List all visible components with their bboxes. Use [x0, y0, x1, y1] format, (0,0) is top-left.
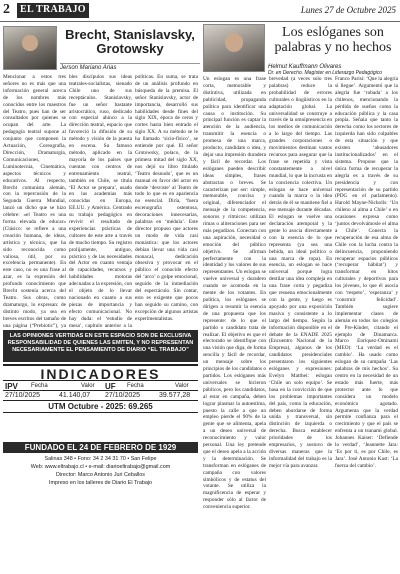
right-article-column-1: Un eslogan es una frase corta, memorable y distintiva, utilizada en publicidad, propaganda política para identificar una causa o institución. Su principal función es captar la atención de la audiencia, transmitir la esencia o promesa de una marca, producto, candidato o idea, y dejar una impresión duradera y fácil de recordar. Los eslóganes pueden describir ideas simples, frases abstractas o breves. Se caracterizan por ser: simple, memorable, concisa y original, diferenciador el mensaje de la competencia, sonoros y rítmicos: utilizan rimas o aliteraciones para ser más pegadizos. Conectan con una aspiración, necesidad o emoción del público objetivo. Se afirman perfectamente con la identidad y los valores de sus representantes. Un eslogan se vuelve universal y duradero cuando se acomoda en la mente de los votantes. En política, los eslóganes se dirigen a resumir la esencia de una propuesta que los represente: de lo que el partido o candidato trata de realizar. El objetivo es que el electorado se identifique con una visión que diga, de forma sencilla y fácil de recordar, un mensaje sobre los principios de los candidatos o partidos. Los eslóganes más universales se hicieron públicos, pero los candidatos, al estar en campaña, deben lograr plasmar la autoestima, puesto la calle a que un empleo pierde el 90% de la gente que se alimenta, apela a un deseo universal de reconocimiento y valor personal. Una ley pretende que el deseo apela a la acción y la determinación. Se transforman en eslóganes de campaña con valores simbólicos y de estatus del votante. Se utiliza la magnificencia de esperar y responder sólo al factor de conveniencia superior.: [203, 76, 266, 511]
left-article-title: Brecht, Stanislavsky, Grotowsky: [65, 27, 195, 57]
ipv-valor-label: Valor: [81, 383, 95, 389]
director-line: Director: Marco Antonio Juri Ceballos: [56, 472, 145, 478]
uf-label: UF: [105, 382, 116, 391]
opinion-disclaimer: LAS OPINIONES VERTIDAS EN ESTE ESPACIO SON DE EXCLUSIVA RESPONSABILIDAD DE QUIENES LAS EMITEN, Y NO REPRESENTAN NECESARIAMENTE EL PENSAMIENTO DE DIARIO “EL TRABAJO”: [3, 330, 198, 362]
utm-indicator: UTM Octubre - 2025: 69.265: [3, 402, 198, 413]
right-article-byline: [268, 64, 398, 76]
ipv-fecha-label: Fecha: [31, 383, 48, 389]
uf-fecha-label: Fecha: [127, 383, 144, 389]
founded-banner: FUNDADO EL 24 DE FEBRERO DE 1929: [3, 442, 198, 453]
right-article-column-2: brevedad (a veces solo tres palabras) reduce la probabilidad de errores culturales o lingüísticos en la adaptación global. La universalidad se construye a través de la omnipresencia en los medios de comunicación a lo largo del tiempo. Las grandes corporaciones o movimientos destinan vastos recursos para asegurar que la frase se repetida y vista constantemente a nivel mundial, lo que la incrusta en la conciencia colectiva. Un eslogan se hace universal cuando la marca o la idea detrás de él se mantiene fiel a ese mensaje durante décadas. El eslogan se vuelve una declaración atemporal y la gente lo asocia directamente con la esencia de lo que representa (ya sea una bebida, un ideal político o una marca de ropa). En esencia, un eslogan se hace universal porque logra destilar una idea compleja en una frase corta y pegadiza que resuena emocionalmente con la gente, y luego es apoyado por una exposición masiva y consistente a lo largo del tiempo. Según la información disponible en el debate de la ENADE 2025 (Encuentro Nacional de la Empresa), algunos de los candidatos presidenciales presentaron los siguientes eslóganes y expresiones: Evelyn Matthei: eslogan ‘Chile un solo equipo’. Se basa en la convicción de que los problemas importantes del país, como la educación, deben abordarse de forma unida y transversal, sin distinción de izquierda o derecha. Busca establecer prioridades de los empresarios, y sostuvo de diversas maneras que la informalidad del trabajo es la mejor vía para avanzar.: [269, 76, 332, 469]
uf-date: 27/10/2025: [105, 392, 141, 399]
ipv-label: IPV: [5, 382, 18, 391]
publication-date: Lunes 27 de Octubre 2025: [300, 5, 396, 15]
left-article-column-1: Mencionar a estos tres señores no es más que una información general acerca de los nombres más conocidos entre los maestros del Teatro, pues han de ser consultados por quienes se ocupan del arte. La pedagogía teatral supone al conjunto que componen la Actuación, Coreografía, Dirección, Dramaturgia, Comunicaciones, Luminotecnia, Cinemática, aspectos técnicos y educativos. Al respecto, Brecht comunista alemán, con la repercusión de la Segunda Guerra Mundial, lanzó un dicho que se hizo célebre: «el Teatro es una forma elevada de educar» (Clásico: se refiere a una creación humana, de ideas, artística y técnica, que ha sido reconocida como valiosa, útil, por su excelencia permanente). En este caso, no es una frase al azar, es la expresión del profundo conocimiento que Brecht sostenía acerca del Teatro. Sus obras, como dramaturgo, lo expresan: de distinto modo, ya sea en breves escritos del tamaño de una página (“Prebiotic”), ya: [3, 74, 66, 328]
right-article-column-3: Franco Parisi: ‘Que la alegría sí llegue’. Argumentó que la alegría fue ‘robada’ a los chilenos, mencionando la pérdida de sueños como la educación pública y la casa propia. Señala que tanto la derecha como los sectores de izquierda han sido culpables de esta situación y que existen ‘abusadores institucionalizados’ en el sistema. Propone que la única forma de recuperar la alegría es a través de su presidencia y con representación de su partido (PDG en el parlamento). Harold Mayne-Nicholls: ‘Un chileno al alma a Chile’ o en ocasiones expresa como ‘juntos devolvámosle el alma a Chile’. Conecta la recuperación de esa alma de Chile con la lucha contra la delincuencia, proponiendo recuperar espacios públicos (‘recuperar hábitat’) y transformar en hitos culturales y deportivos para los jóvenes, lo que él asocia con ‘respeto’, ‘esperanza’ y ‘construir felicidad’. También sugiere implementar clases de alemán en todos los colegios de Pre-Kínder, citando el ejemplo de Dinamarca. Marco Enríquez-Ominami (MEO): ‘La verdad es el cambio’. Ha usado como eslogan de su campaña ‘Las palabras de mis hechos’. Su centro en la necesidad de un estado más fuerte, más protector ante lo que considera un modelo económico agotado. Argumenta que la verdad permite confianza para el crecimiento y que el país se enfrenta a un tsunami global. Johannes Kaiser: ‘Defiende lo verdad’, ‘Jeannette Jara: ‘Es por ti, es por Chile, es Jara’. José Antonio Kast: ‘La fuerza del cambio’.: [335, 76, 398, 469]
indicators-title: INDICADORES: [3, 364, 198, 381]
left-article-column-3: políticas. En suma, se trata de un análisis profundo en búsqueda de la premisa. El señor Stanislavsky, actor de importancia, desarrolló sus habilidades desde fines del siglo XIX, época de ceros y cortes hasta bien entrado el siglo XX. A su método se le ha llamado ‘sicio-físico’, se entiende por qué. El señor Grotowsky, polaco, de la primera mitad del siglo XX, nos dejó su libro titulado ‘Teatro desnudo’, que es un manual en favor del actor en donde ‘desviste’ al Teatro de todo lo que es en apariencia no esencial. Diría, ‘fuera escenografía ostentosa, decoraciones innecesarias, palabras en ‘médula’. Este director propuso que actores un modo de vida casi monástica: que los actores debían llevar una vida casi monacal, dedicación obsesiva y provocar en el público el conocido efecto del ‘arco’ o golpe emocional, seguido de la inmediación del espectáculo. Sin contar, esto es exigente que pocos han seguido su camino, con excepción de algunos artistas experimentalistas.: [135, 74, 198, 322]
left-article-column-2: bles discípulos sus ideas teatrales-socialistas, sienado Chile uno de sus receptáculos. Stanislavsky, fue un señor bastante aristocrático, ruso, dedicado con especial ahínco a la dirección teatral, espacio que favoreció la difusión de su método y visión de la puesta en escena. Su famoso método, aplicado en la mayoría de los países que cuentan con centros de entrenamiento teatral, también en Chile, se titula ‘El Actor se prepara’, usado en las academias más conocidas en Europa, EE.UU. y América. Centrado su trabajo pedagógico en revivir el resultado de experiencias prácticas de cultores de este arte a través de mucho tiempo. Su registro prolijamente, antiguo, práctico y de las necesidades del Actor en cuanto ventaja de capacidades, recursos y habilidades motoras adecuadas a la expresión, con el objeto de lo llevar nacionado en cuanto a sus piezas de importancia y efecto comunicacional. No hay duda: el ‘estudio de mesa’, capítulo anterior a la: [69, 74, 132, 328]
ipv-value: 41.140,07: [59, 392, 91, 399]
printer-line: Impreso en los talleres de Diario El Trabajo: [48, 480, 153, 486]
uf-value: 39.577,28: [159, 392, 191, 399]
ipv-date: 27/10/2025: [5, 392, 41, 399]
newspaper-name: EL TRABAJO: [17, 3, 89, 18]
page-number: 2: [3, 2, 10, 17]
author-photo-left: [3, 26, 57, 70]
address-line: Salinas 348 • Fono: 34 2 34 31 70 • San Felipe: [44, 456, 157, 462]
page-header: [0, 0, 400, 22]
author-photo-right: [203, 24, 265, 72]
right-article-author: Helmut Kauffmann Olivares: [268, 64, 342, 70]
right-article-title: Los eslóganes son palabras y no hechos: [274, 25, 392, 56]
left-article-byline: Jerson Mariano Arias: [60, 63, 200, 71]
indicators-header-row: [3, 382, 198, 391]
indicators-values-row: [3, 391, 198, 401]
right-article-author-subtitle: Dr. en Derecho. Magíster en Liderazgo Pedagógico: [268, 70, 383, 76]
web-line: Web: www.eltrabajo.cl • e-mail: diarioeltrabajo@gmail.com: [30, 464, 171, 470]
uf-valor-label: Valor: [175, 383, 189, 389]
